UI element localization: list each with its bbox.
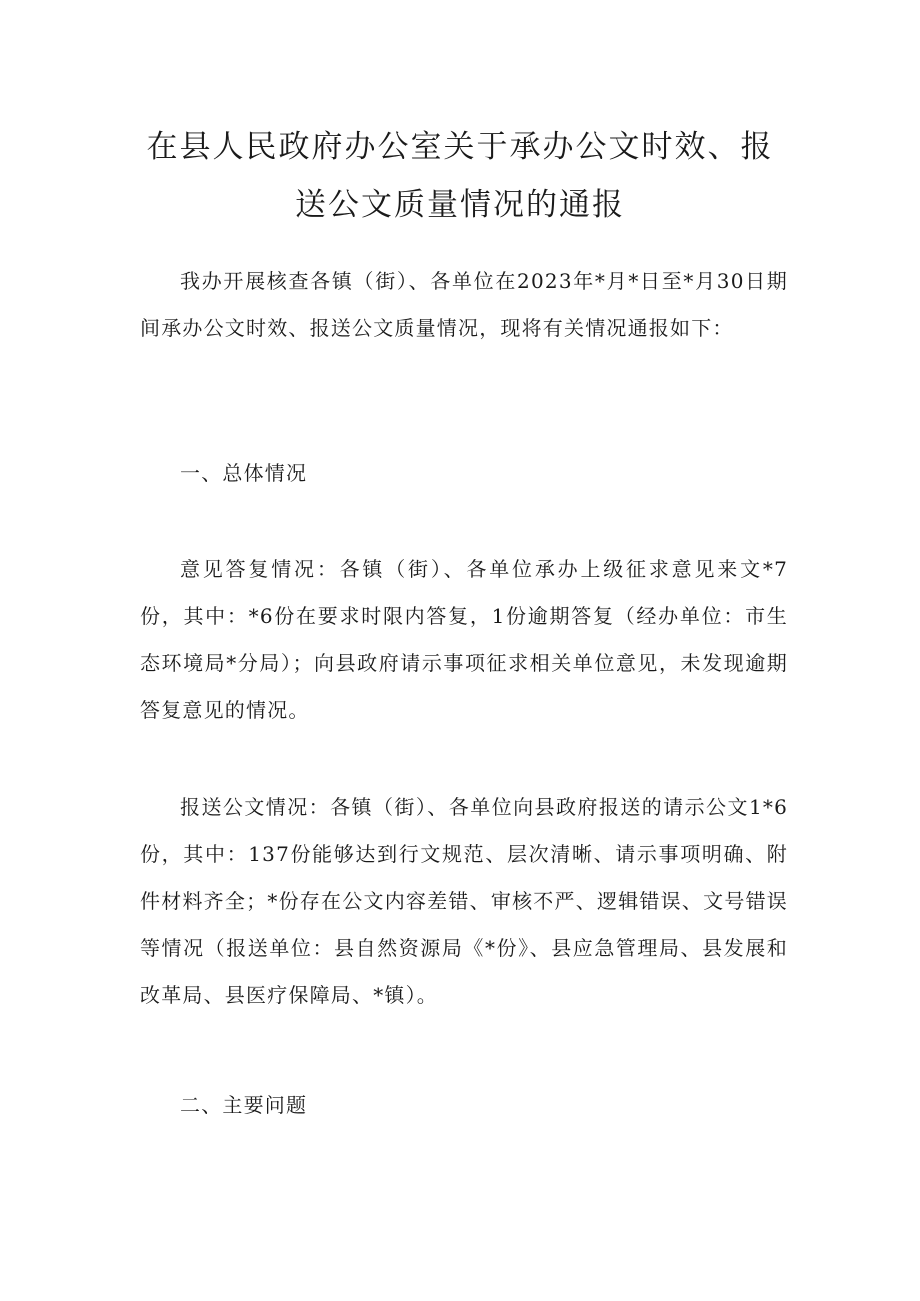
opinion-reply-paragraph: 意见答复情况：各镇（街）、各单位承办上级征求意见来文*7份，其中：*6份在要求时限内答复，1份逾期答复（经办单位：市生态环境局*分局）；向县政府请示事项征求相关单位意见，未发现逾期答复意见的情况。 (140, 557, 788, 722)
section-heading-overall: 一、总体情况 (180, 461, 308, 485)
section-heading-main-problems: 二、主要问题 (180, 1093, 308, 1117)
document-title-line-1: 在县人民政府办公室关于承办公文时效、报 (146, 129, 774, 165)
document-title-line-2: 送公文质量情况的通报 (295, 187, 625, 223)
report-document-paragraph: 报送公文情况：各镇（街）、各单位向县政府报送的请示公文1*6份，其中：137份能够达到行文规范、层次清晰、请示事项明确、附件材料齐全；*份存在公文内容差错、审核不严、逻辑错误、文号错误等情况（报送单位：县自然资源局《*份》、县应急管理局、县发展和改革局、县医疗保障局、*镇）。 (140, 795, 788, 1007)
intro-paragraph: 我办开展核查各镇（街）、各单位在2023年*月*日至*月30日期间承办公文时效、报送公文质量情况，现将有关情况通报如下： (140, 269, 788, 340)
